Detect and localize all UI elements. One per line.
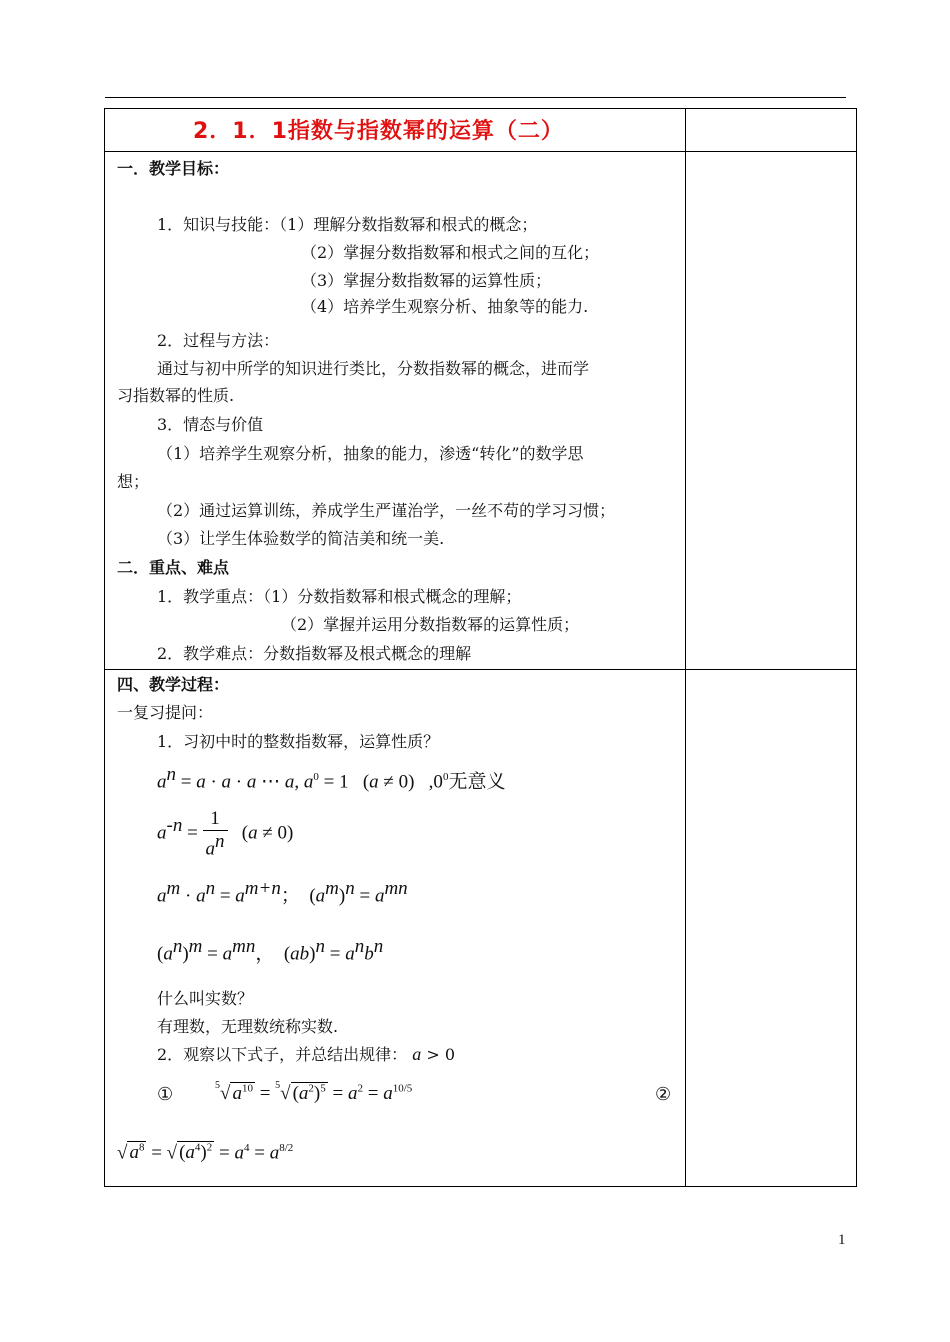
values-line2: 想；	[117, 472, 150, 491]
no-meaning-text: 无意义	[448, 771, 506, 793]
formula-root-2: √ $a^8$ = √ $(a^4)^2 = a^4 = a^{8/2}$	[117, 1142, 294, 1164]
observe-text: 2．观察以下式子，并总结出规律：	[157, 1045, 408, 1064]
formula-power-rule: $(a^n)^m = a^{mn}$， $(ab)^n = a^nb^n$	[157, 936, 384, 965]
page-title: 2．1．1指数与指数幂的运算（二）	[193, 119, 564, 144]
objectives-heading: 一．教学目标：	[117, 159, 230, 178]
objective-k4: （4）培养学生观察分析、抽象等的能力.	[301, 297, 589, 316]
page-number: 1	[838, 1232, 846, 1248]
values-line1: （1）培养学生观察分析，抽象的能力，渗透“转化”的数学思	[157, 444, 584, 463]
values-heading: 3．情态与价值	[157, 415, 264, 434]
objective-k2: （2）掌握分数指数幂和根式之间的互化；	[301, 243, 600, 262]
real-number-definition: 有理数，无理数统称实数.	[157, 1017, 339, 1036]
process-section	[105, 670, 686, 1187]
side-note-cell	[686, 670, 857, 1187]
keypoint-1: 1．教学重点：（1）分数指数幂和根式概念的理解；	[157, 587, 522, 606]
process-method-line1: 通过与初中所学的知识进行类比，分数指数幂的概念，进而学	[157, 359, 590, 378]
circle-two: ②	[655, 1084, 672, 1105]
top-rule	[105, 97, 846, 98]
keypoints-heading: 二．重点、难点	[117, 558, 230, 577]
review-question-1: 1．习初中时的整数指数幂，运算性质？	[157, 732, 440, 751]
formula-integer-power: $a^n = a \cdot a \cdot a$ ⋯ a, $a^0 = 1$ (a ≠ 0) $,0^0$无意义	[157, 764, 506, 793]
circle-one: ①	[157, 1084, 174, 1105]
keypoint-2: （2）掌握并运用分数指数幂的运算性质；	[281, 615, 580, 634]
process-heading: 四、教学过程：	[117, 675, 230, 694]
values-line3: （2）通过运算训练，养成学生严谨治学，一丝不苟的学习习惯；	[157, 501, 616, 520]
title-cell	[105, 109, 686, 152]
review-heading: 一复习提问：	[117, 703, 214, 722]
observe-prompt: 2．观察以下式子，并总结出规律： a > 0	[157, 1044, 456, 1064]
lesson-table	[104, 108, 857, 1187]
objectives-section	[105, 152, 686, 670]
values-line4: （3）让学生体验数学的简洁美和统一美.	[157, 529, 445, 548]
side-note-cell	[686, 152, 857, 670]
process-method-line2: 习指数幂的性质.	[117, 386, 235, 405]
formula-root-5: $^5$√ $a^{10} = ^5√$ $(a^2)^5 = a^2 = a^{10/5}$	[215, 1080, 413, 1104]
process-method-heading: 2．过程与方法：	[157, 331, 280, 350]
side-note-cell	[686, 109, 857, 152]
objective-k3: （3）掌握分数指数幂的运算性质；	[301, 271, 552, 290]
difficulty: 2．教学难点：分数指数幂及根式概念的理解	[157, 644, 472, 663]
formula-product-rule: $a^m \cdot a^n = a^{m+n}$； $(a^m)^n = a^{mn}$	[157, 878, 408, 907]
real-number-question: 什么叫实数？	[157, 989, 254, 1008]
objective-k1: 1．知识与技能：（1）理解分数指数幂和根式的概念；	[157, 215, 538, 234]
formula-negative-power: $a^{-n}$ = $\frac{1}{a^n}$ (a ≠ 0)	[157, 808, 294, 860]
